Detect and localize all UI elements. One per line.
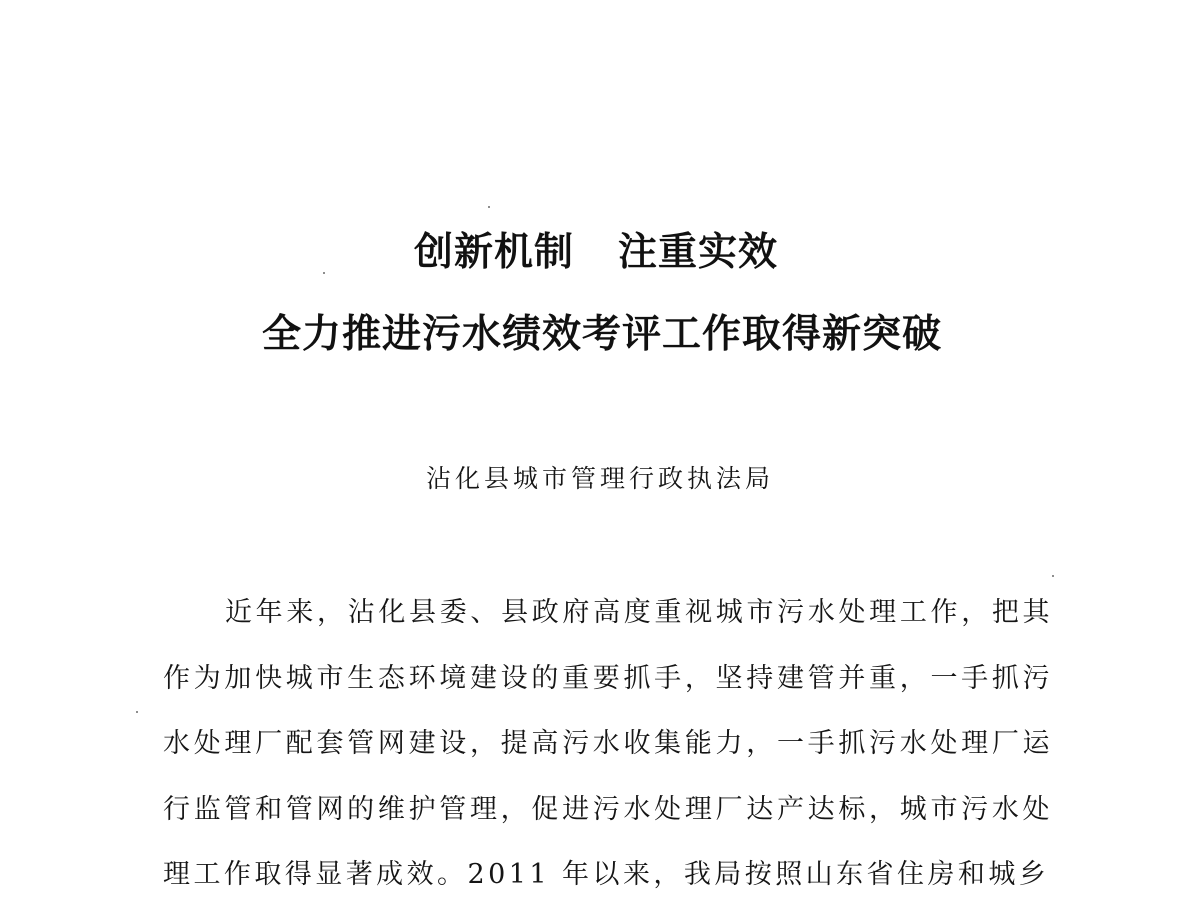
scan-speck (136, 711, 138, 713)
title-part2: 注重实效 (618, 229, 779, 275)
article-title-line2: 全力推进污水绩效考评工作取得新突破 (261, 311, 942, 357)
article-paragraph: 近年来，沾化县委、县政府高度重视城市污水处理工作，把其作为加快城市生态环境建设的重要抓手，坚持建管并重，一手抓污水处理厂配套管网建设，提高污水收集能力，一手抓污水处理厂运行监管和管网的维护管理，促进污水处理厂达产达标，城市污水处理工作取得显著成效。2011 年以来，我局按照山东省住房和城乡 (163, 597, 1053, 890)
article-title-line1 (0, 228, 1196, 276)
article-author: 沾化县城市管理行政执法局 (425, 464, 774, 493)
scan-speck (488, 206, 490, 208)
title-part1: 创新机制 (413, 229, 574, 275)
scan-speck (1052, 575, 1054, 577)
